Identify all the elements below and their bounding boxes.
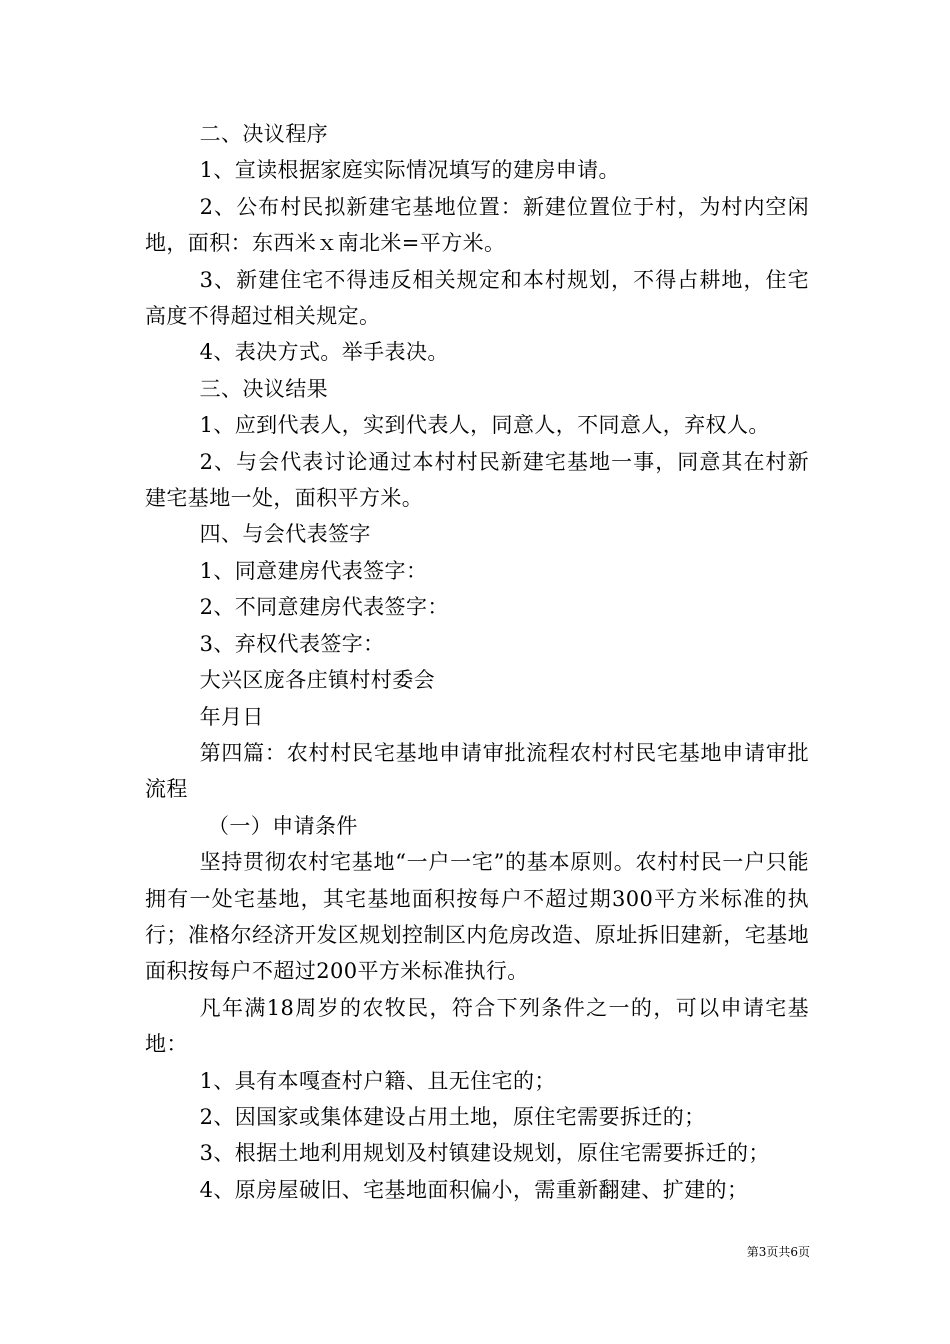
chapter-title: 第四篇：农村村民宅基地申请审批流程农村村民宅基地申请审批流程 [145,740,809,802]
section-heading-result: 三、决议结果 [199,376,328,401]
paragraph: 坚持贯彻农村宅基地“一户一宅”的基本原则。农村村民一户只能拥有一处宅基地，其宅基地面积按每户不超过期300平方米标准的执行；准格尔经济开发区规划控制区内危房改造、原址拆旧建新，宅基地面积按每户不超过200平方米标准执行。 [145,850,809,984]
subsection-heading-conditions: （一）申请条件 [208,813,358,838]
paragraph: 凡年满18周岁的农牧民，符合下列条件之一的，可以申请宅基地： [145,995,809,1057]
paragraph: 3、弃权代表签字： [199,631,385,656]
paragraph: 1、应到代表人，实到代表人，同意人，不同意人，弃权人。 [199,413,770,438]
section-heading-signatures: 四、与会代表签字 [199,522,371,547]
section-heading-procedure: 二、决议程序 [199,122,328,146]
document-body [145,116,809,1208]
paragraph: 2、与会代表讨论通过本村村民新建宅基地一事，同意其在村新建宅基地一处，面积平方米。 [145,449,809,511]
list-item: 4、原房屋破旧、宅基地面积偏小，需重新翻建、扩建的； [199,1177,749,1202]
paragraph: 1、宣读根据家庭实际情况填写的建房申请。 [199,158,620,183]
paragraph: 3、新建住宅不得违反相关规定和本村规划，不得占耕地，住宅高度不得超过相关规定。 [145,267,809,329]
paragraph: 2、不同意建房代表签字： [199,595,449,620]
list-item: 3、根据土地利用规划及村镇建设规划，原住宅需要拆迁的； [199,1141,770,1166]
list-item: 1、具有本嘎查村户籍、且无住宅的； [199,1068,556,1093]
list-item: 2、因国家或集体建设占用土地，原住宅需要拆迁的； [199,1104,706,1129]
paragraph: 4、表决方式。举手表决。 [199,340,449,365]
paragraph: 1、同意建房代表签字： [199,558,428,583]
page-number-footer: 第3页共6页 [746,1245,810,1259]
date-line: 年月日 [199,704,264,729]
issuer-line: 大兴区庞各庄镇村村委会 [199,668,435,693]
paragraph: 2、公布村民拟新建宅基地位置：新建位置位于村，为村内空闲地，面积：东西米ｘ南北米=平方米。 [145,194,809,256]
